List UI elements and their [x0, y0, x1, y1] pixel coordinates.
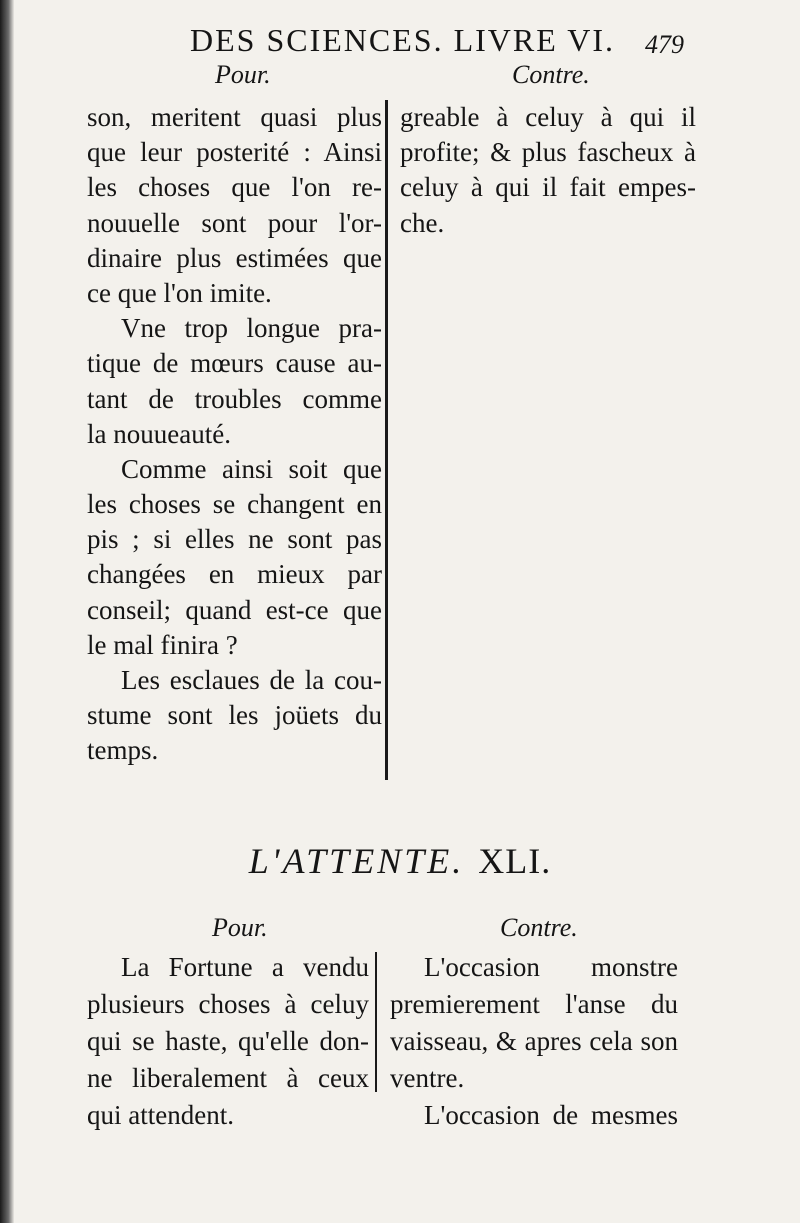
text-line: L'occasion monstre [424, 952, 678, 982]
text-line: greable à celuy à qui il [400, 102, 696, 132]
text-line: qui attendent. [87, 1100, 234, 1130]
text-line: La Fortune a vendu [121, 952, 369, 982]
column-label-contre: Contre. [512, 60, 590, 89]
running-title: DES SCIENCES. LIVRE VI. [190, 22, 615, 58]
text-line: stume sont les joüets du [87, 700, 382, 731]
bottom-left-column [87, 949, 369, 1134]
text-line: ce que l'on imite. [87, 277, 272, 308]
top-left-column [87, 100, 382, 769]
page-spine-shadow [0, 0, 14, 1223]
section-number: XLI. [478, 841, 552, 881]
text-line: ne liberalement à ceux [87, 1063, 369, 1093]
text-line: temps. [87, 735, 159, 766]
text-line: la nouueauté. [87, 418, 231, 449]
text-line: changées en mieux par [87, 559, 382, 590]
text-line: les choses se changent en [87, 489, 382, 520]
text-line: profite; & plus fascheux à [400, 137, 696, 168]
column-label-contre: Contre. [500, 913, 578, 942]
text-line: le mal finira ? [87, 629, 238, 660]
text-line: L'occasion de mesmes [424, 1100, 678, 1130]
text-line: Comme ainsi soit que [121, 453, 382, 484]
column-divider-rule [385, 100, 388, 780]
page-number: 479 [645, 30, 684, 59]
section-title: L'ATTENTE. [248, 841, 465, 881]
text-line: premierement l'anse du [390, 989, 678, 1019]
text-line: conseil; quand est-ce que [87, 594, 382, 625]
text-line: que leur posterité : Ainsi [87, 137, 382, 168]
text-line: ventre. [390, 1063, 465, 1093]
column-divider-rule [375, 952, 377, 1092]
text-line: plusieurs choses à celuy [87, 989, 369, 1019]
bottom-right-column [390, 949, 678, 1134]
text-line: dinaire plus estimées que [87, 242, 382, 273]
text-line: son, meritent quasi plus [87, 102, 382, 132]
text-line: nouuelle sont pour l'or- [87, 207, 382, 238]
column-label-pour: Pour. [212, 913, 268, 942]
text-line: vaisseau, & apres cela son [390, 1026, 678, 1056]
text-line: celuy à qui il fait empes- [400, 172, 696, 203]
section-heading [0, 840, 800, 882]
top-right-column [400, 100, 696, 241]
column-label-pour: Pour. [215, 60, 271, 89]
text-line: che. [400, 207, 445, 238]
text-line: les choses que l'on re- [87, 172, 382, 203]
text-line: qui se haste, qu'elle don- [87, 1026, 369, 1056]
text-line: pis ; si elles ne sont pas [87, 524, 382, 555]
text-line: Vne trop longue pra- [121, 313, 382, 344]
running-header [190, 22, 750, 68]
text-line: tique de mœurs cause au- [87, 348, 382, 379]
text-line: Les esclaues de la cou- [121, 665, 382, 695]
text-line: tant de troubles comme [87, 383, 382, 414]
